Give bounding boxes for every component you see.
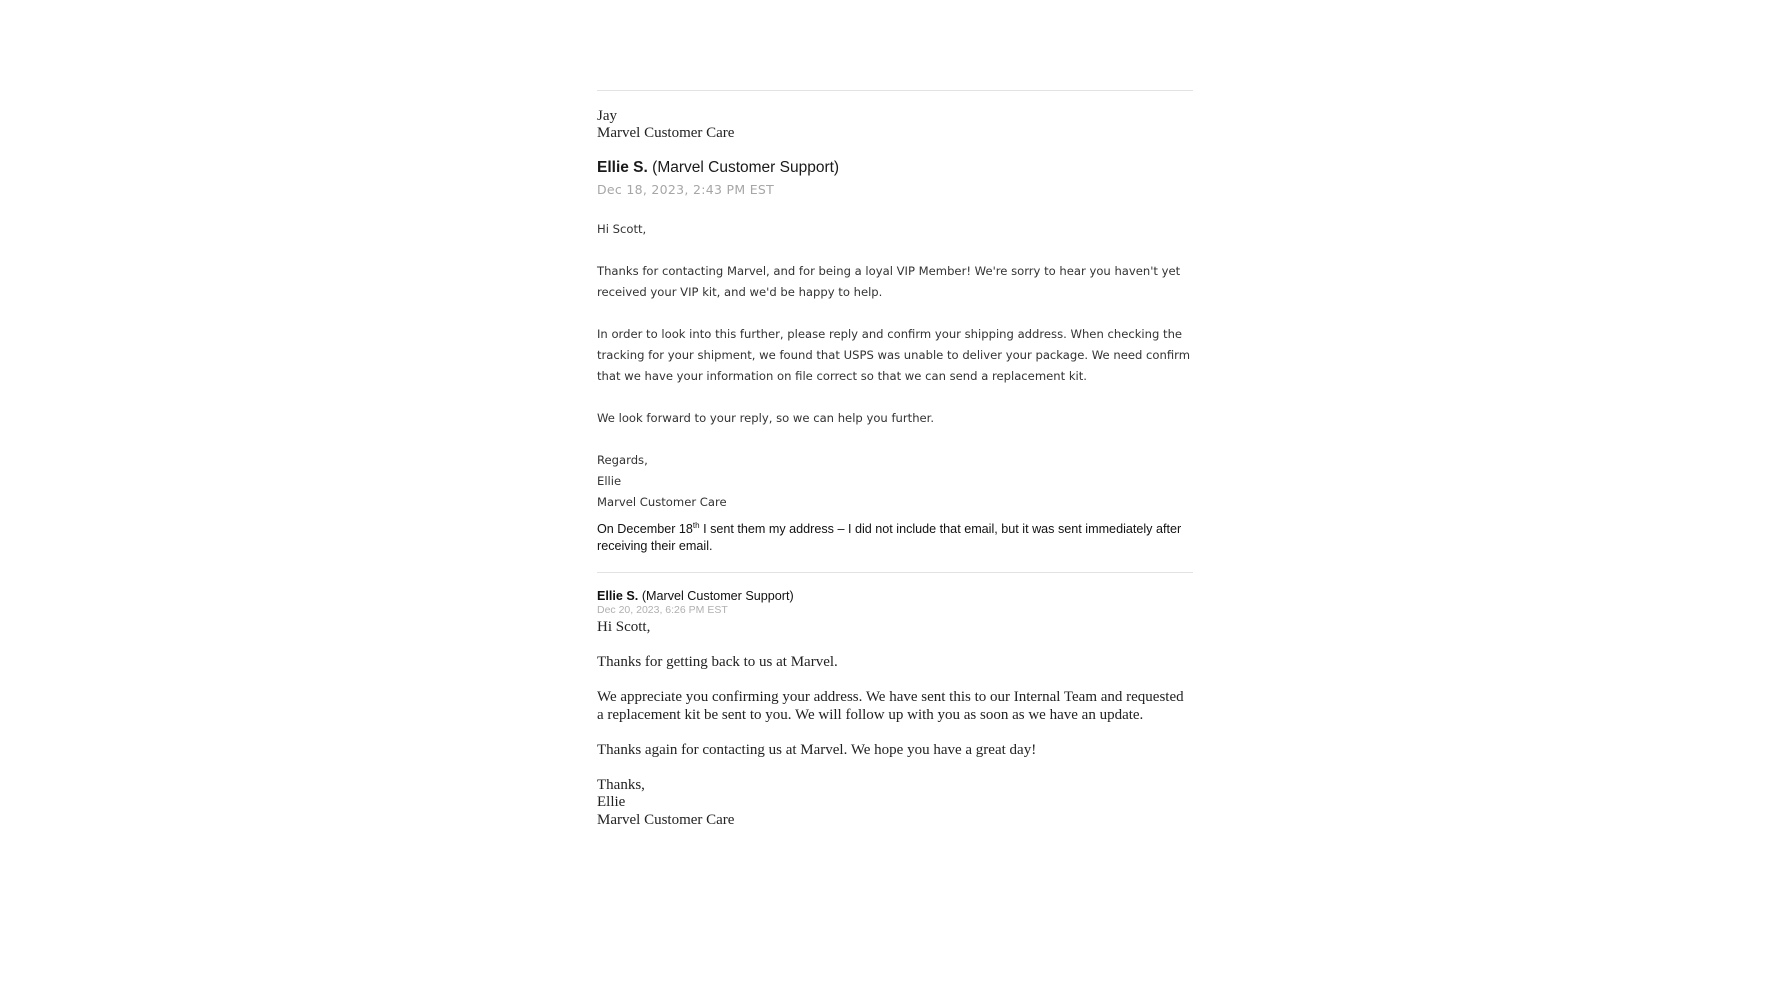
- message1-signature-name: Ellie: [597, 474, 622, 488]
- message1-date: Dec 18, 2023, 2:43 PM EST: [597, 182, 775, 197]
- previous-signature: [597, 108, 1193, 142]
- message1-header: [597, 158, 1193, 178]
- message2-paragraph-2: We appreciate you confirming your address. We have sent this to our Internal Team and requested a replacement kit be sent to you. We will follow up with you as soon as we have an update.: [597, 689, 1184, 723]
- note-superscript: th: [692, 520, 700, 530]
- email-thread: [597, 90, 1193, 829]
- top-divider: [597, 90, 1193, 91]
- message2-paragraph-3: Thanks again for contacting us at Marvel. We hope you have a great day!: [597, 741, 1037, 758]
- message1-greeting: Hi Scott,: [597, 222, 647, 236]
- message1-signature-team: Marvel Customer Care: [597, 495, 727, 509]
- message1-sender-name: Ellie S.: [597, 159, 648, 176]
- message1-sender-org: (Marvel Customer Support): [652, 159, 840, 176]
- message1-closing-block: [597, 450, 1193, 513]
- message2-greeting: Hi Scott,: [597, 619, 651, 635]
- message2-signature-name: Ellie: [597, 794, 626, 810]
- note-prefix: On December 18: [597, 522, 693, 536]
- previous-signature-name: Jay: [597, 108, 617, 124]
- previous-signature-team: Marvel Customer Care: [597, 125, 735, 141]
- message1-paragraph-1: Thanks for contacting Marvel, and for being a loyal VIP Member! We're sorry to hear you haven't yet received your VIP kit, and we'd be happy to help.: [597, 264, 1181, 299]
- message1-paragraph-3: We look forward to your reply, so we can help you further.: [597, 411, 935, 425]
- message2-date: Dec 20, 2023, 6:26 PM EST: [597, 604, 728, 616]
- message2-closing-block: [597, 777, 1193, 830]
- message2-closing: Thanks,: [597, 776, 645, 793]
- message2-paragraph-1: Thanks for getting back to us at Marvel.: [597, 654, 838, 670]
- message1-closing: Regards,: [597, 453, 648, 467]
- annotation-note: [597, 521, 1193, 555]
- message1-body: [597, 219, 1193, 513]
- message2-sender-name: Ellie S.: [597, 589, 639, 603]
- message1-paragraph-2: In order to look into this further, please reply and confirm your shipping address. When checking the tracking for your shipment, we found that USPS was unable to deliver your package. We need confirm that we have your information on file correct so that we can send a replacement kit.: [597, 327, 1191, 383]
- note-suffix: I sent them my address – I did not include that email, but it was sent immediately after receiving their email.: [597, 522, 1182, 553]
- message2-body: [597, 619, 1193, 829]
- message2-header: [597, 589, 1193, 604]
- middle-divider: [597, 572, 1193, 573]
- message2-sender-org: (Marvel Customer Support): [641, 589, 794, 603]
- message2-signature-team: Marvel Customer Care: [597, 811, 735, 828]
